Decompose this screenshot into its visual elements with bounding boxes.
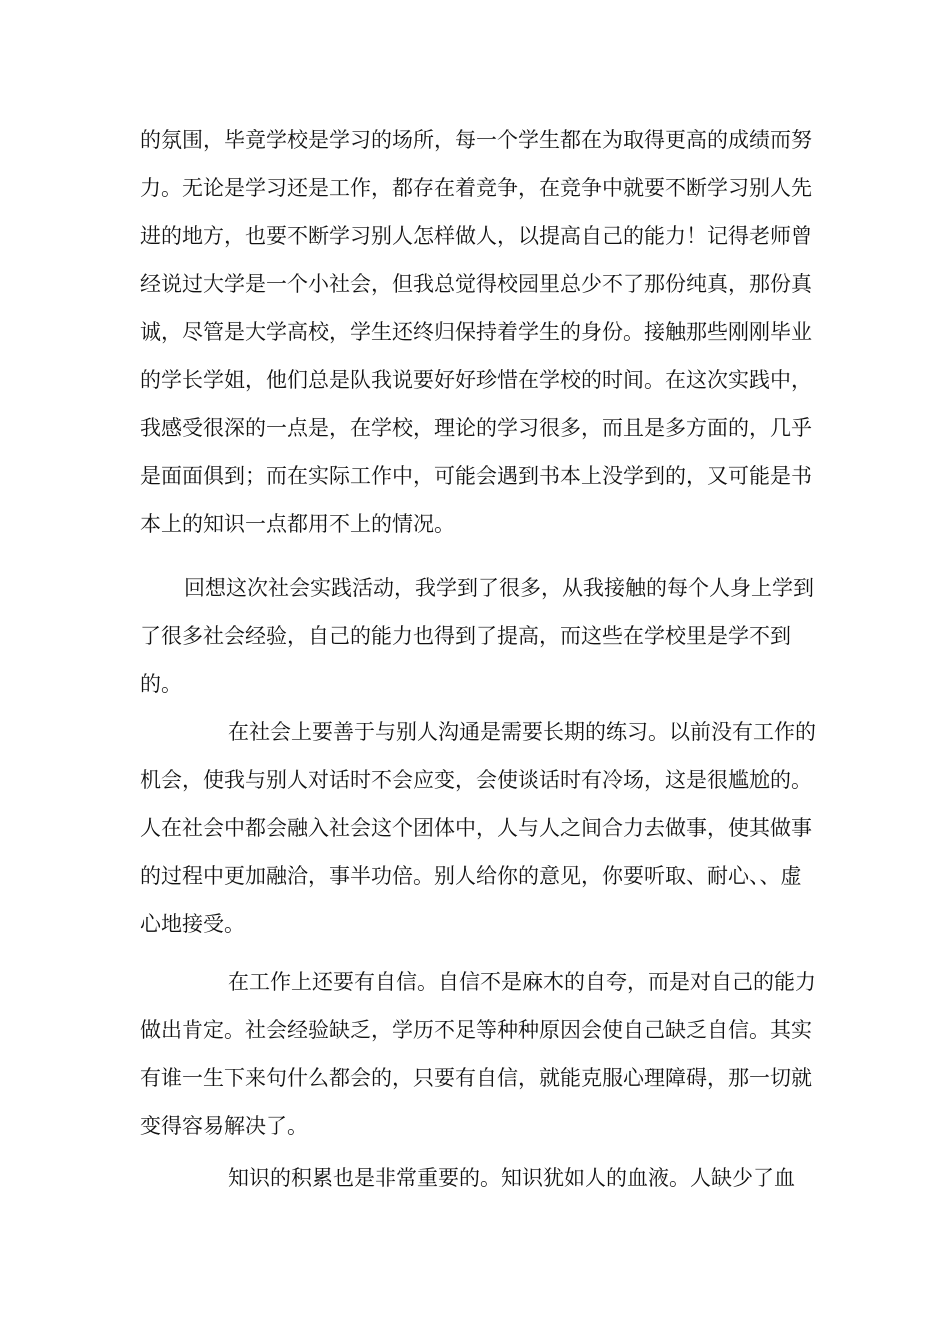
text-line: 有谁一生下来句什么都会的，只要有自信，就能克服心理障碍，那一切就	[140, 1066, 812, 1090]
text-line: 我感受很深的一点是，在学校，理论的学习很多，而且是多方面的，几乎	[140, 416, 812, 440]
text-line: 本上的知识一点都用不上的情况。	[140, 512, 455, 536]
paragraph-first-line: 在社会上要善于与别人沟通是需要长期的练习。以前没有工作的	[228, 720, 816, 744]
text-line: 的氛围，毕竟学校是学习的场所，每一个学生都在为取得更高的成绩而努	[140, 128, 812, 152]
text-line: 经说过大学是一个小社会，但我总觉得校园里总少不了那份纯真，那份真	[140, 272, 812, 296]
text-line: 的学长学姐，他们总是队我说要好好珍惜在学校的时间。在这次实践中，	[140, 368, 812, 392]
text-line: 的过程中更加融洽，事半功倍。别人给你的意见，你要听取、耐心、、虚	[140, 864, 802, 888]
paragraph-first-line: 知识的积累也是非常重要的。知识犹如人的血液。人缺少了血	[228, 1166, 795, 1190]
paragraph-first-line: 回想这次社会实践活动，我学到了很多，从我接触的每个人身上学到	[184, 576, 814, 600]
text-line: 人在社会中都会融入社会这个团体中，人与人之间合力去做事，使其做事	[140, 816, 812, 840]
text-line: 进的地方，也要不断学习别人怎样做人，以提高自己的能力！记得老师曾	[140, 224, 812, 248]
text-line: 力。无论是学习还是工作，都存在着竞争，在竞争中就要不断学习别人先	[140, 176, 812, 200]
text-line: 诚，尽管是大学高校，学生还终归保持着学生的身份。接触那些刚刚毕业	[140, 320, 812, 344]
text-line: 做出肯定。社会经验缺乏，学历不足等种种原因会使自己缺乏自信。其实	[140, 1018, 812, 1042]
text-line: 了很多社会经验，自己的能力也得到了提高，而这些在学校里是学不到	[140, 624, 791, 648]
paragraph-first-line: 在工作上还要有自信。自信不是麻木的自夸，而是对自己的能力	[228, 970, 816, 994]
text-line: 机会，使我与别人对话时不会应变，会使谈话时有冷场，这是很尴尬的。	[140, 768, 812, 792]
text-line: 的。	[140, 672, 182, 696]
text-line: 变得容易解决了。	[140, 1114, 308, 1138]
text-line: 是面面俱到；而在实际工作中，可能会遇到书本上没学到的，又可能是书	[140, 464, 812, 488]
text-line: 心地接受。	[140, 912, 245, 936]
